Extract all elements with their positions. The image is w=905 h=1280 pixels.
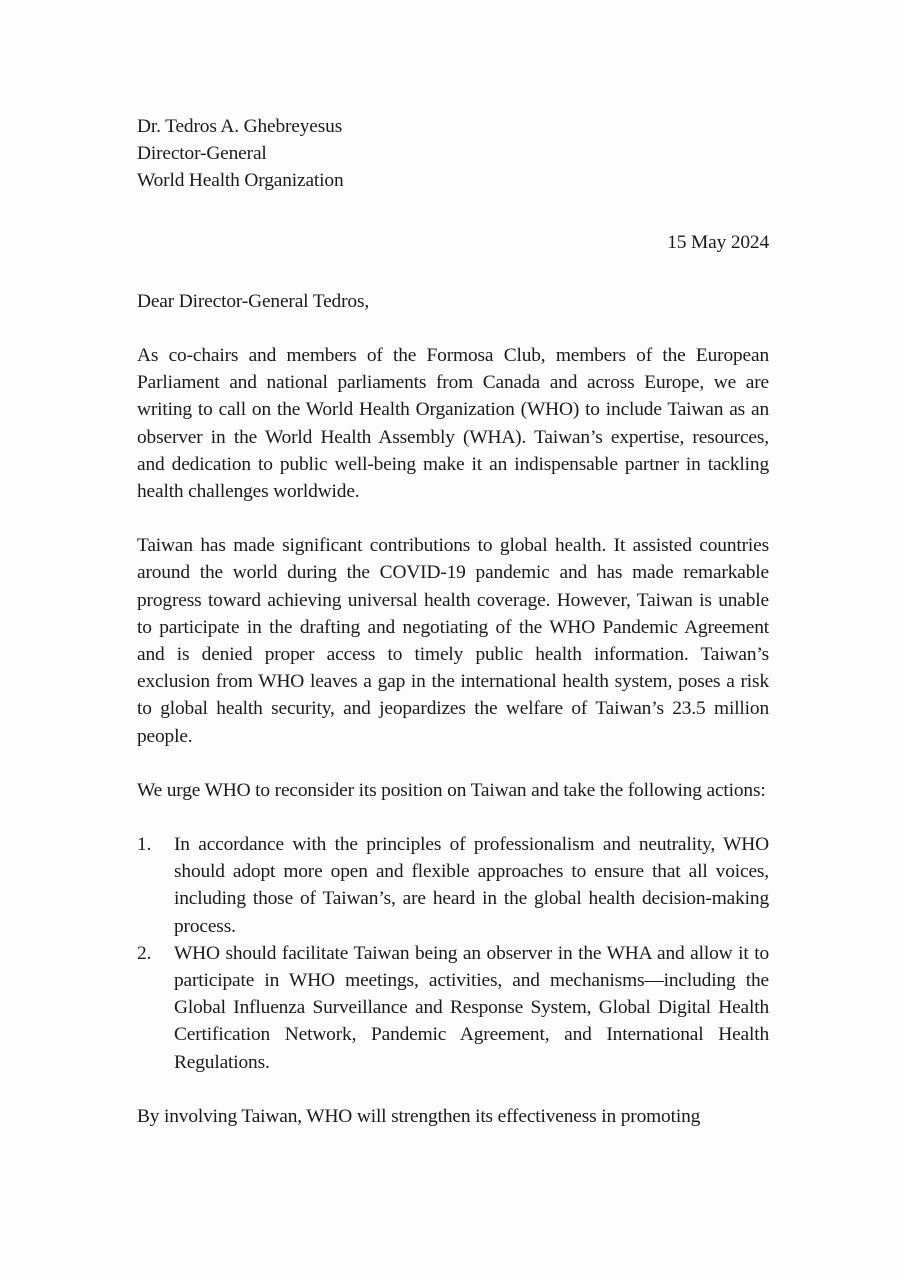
action-number: 2. (137, 942, 152, 964)
paragraph-contributions: Taiwan has made significant contributions to global health. It assisted countries around the world during the COVID-19 pandemic and has made remarkable progress toward achieving universal health coverage. However, Taiwan is unable to participate in the drafting and negotiating of the WHO Pandemic Agreement and is denied proper access to timely public health information. Taiwan’s exclusion from WHO leaves a gap in the international health system, poses a risk to global health security, and jeopardizes the welfare of Taiwan’s 23.5 million people. (137, 535, 769, 747)
letter-date: 15 May 2024 (667, 231, 769, 253)
paragraph-urge: We urge WHO to reconsider its position on Taiwan and take the following actions: (137, 779, 766, 801)
recipient-name: Dr. Tedros A. Ghebreyesus (137, 116, 343, 137)
letter-body (137, 113, 769, 1130)
action-item (137, 940, 769, 1076)
action-text: WHO should facilitate Taiwan being an observer in the WHA and allow it to participate in WHO meetings, activities, and mechanisms—including the Global Influenza Surveillance and Response System, Global Digital Health Certification Network, Pandemic Agreement, and International Health Regulations. (174, 942, 769, 1073)
recipient-organization: World Health Organization (137, 170, 344, 192)
paragraph-closing: By involving Taiwan, WHO will strengthen its effectiveness in promoting (137, 1105, 701, 1127)
recipient-title: Director-General (137, 143, 267, 165)
recipient-address (137, 113, 769, 195)
paragraph-intro: As co-chairs and members of the Formosa Club, members of the European Parliament and national parliaments from Canada and across Europe, we are writing to call on the World Health Organization (WHO) to include Taiwan as an observer in the World Health Assembly (WHA). Taiwan’s expertise, resources, and dedication to public well-being make it an indispensable partner in tackling health challenges worldwide. (137, 345, 769, 503)
action-number: 1. (137, 834, 152, 856)
salutation: Dear Director-General Tedros, (137, 290, 370, 312)
action-item (137, 831, 769, 940)
action-list (137, 831, 769, 1076)
action-text: In accordance with the principles of professionalism and neutrality, WHO should adopt more open and flexible approaches to ensure that all voices, including those of Taiwan’s, are heard in the global health decision-making process. (174, 834, 769, 937)
